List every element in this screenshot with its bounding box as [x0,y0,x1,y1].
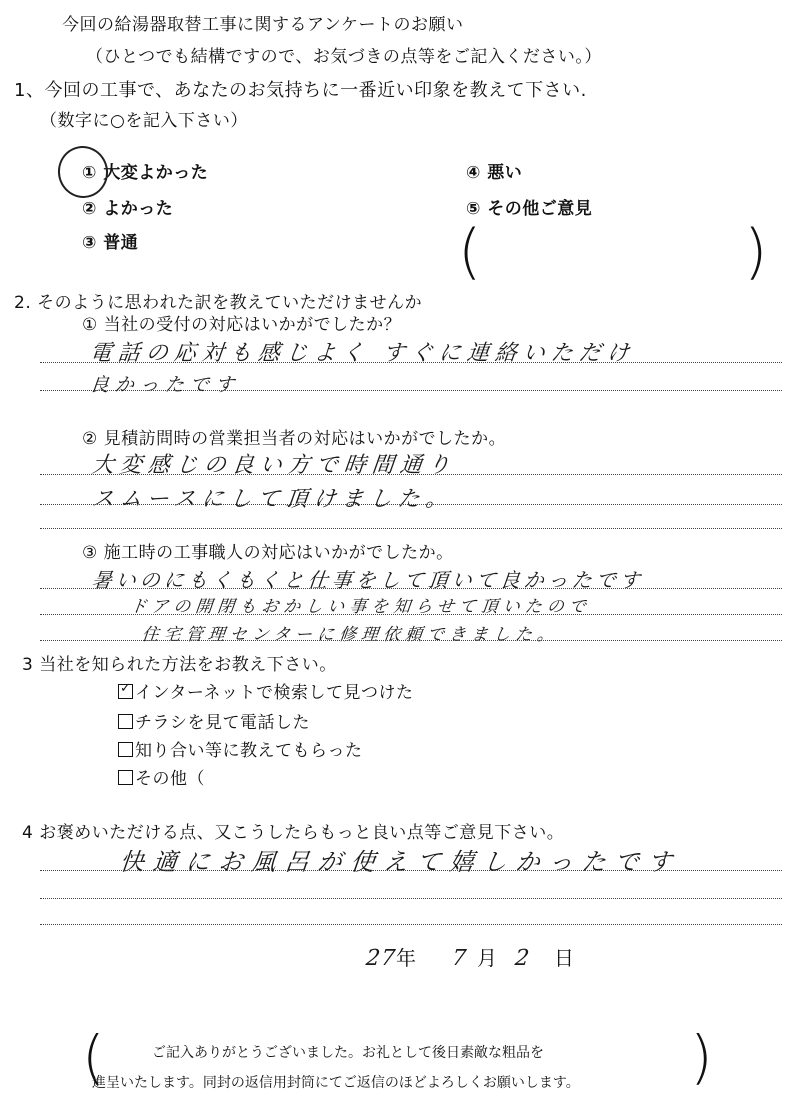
q1-option-2[interactable]: ② よかった [82,199,174,219]
q1-option-5[interactable]: ⑤ その他ご意見 [466,199,593,219]
q2-sub2-answer-line2: スムースにして頂けました。 [90,487,455,512]
q3-option-4[interactable]: その他（ [118,764,205,789]
answer-rule [40,614,782,615]
q1-option-1[interactable]: ① 大変よかった [82,163,209,183]
q3-option-2[interactable]: チラシを見て電話した [118,708,310,733]
q3-question: 3 当社を知られた方法をお教え下さい。 [22,655,337,675]
other-opinion-left-paren: ( [458,217,482,287]
checkbox[interactable] [118,714,133,729]
q1-option-3[interactable]: ③ 普通 [82,233,139,253]
answer-rule [40,362,782,363]
answer-rule [40,474,782,475]
answer-rule [40,588,782,589]
footer-line-1: ご記入ありがとうございました。お礼として後日素敵な粗品を [152,1045,544,1061]
date-year: 27 [364,946,398,971]
q3-option-1[interactable]: ✓ インターネットで検索して見つけた [120,681,414,703]
q2-sub3-answer-line1: 暑いのにもくもくと仕事をして頂いて良かったです [90,568,646,592]
q1-option-4[interactable]: ④ 悪い [466,163,523,183]
q2-sub2-answer-line1: 大変感じの良い方で時間通り [90,453,458,478]
checkbox[interactable] [118,742,133,757]
footer-right-paren: ) [690,1023,713,1091]
answer-rule [40,640,782,641]
date-month: 7 [450,946,469,971]
answer-rule [40,870,782,871]
answer-rule [40,504,782,505]
footer-line-2: 進呈いたします。同封の返信用封筒にてご返信のほどよろしくお願いします。 [92,1075,580,1091]
q1-instruction: （数字に○を記入下さい） [40,111,248,131]
q2-sub2-question: ② 見積訪問時の営業担当者の対応はいかがでしたか。 [82,429,507,449]
q2-sub1-question: ① 当社の受付の対応はいかがでしたか？ [82,315,402,335]
q2-sub3-answer-line2: ドアの開閉もおかしい事を知らせて頂いたので [128,597,592,617]
other-opinion-right-paren: ) [744,217,768,287]
answer-rule [40,924,782,925]
answer-rule [40,528,782,529]
footer-left-paren: ( [82,1023,105,1091]
q4-question: 4 お褒めいただける点、又こうしたらもっと良い点等ご意見下さい。 [22,823,565,843]
q3-option-3[interactable]: 知り合い等に教えてもらった [118,736,363,761]
q2-sub1-answer-line1: 電話の応対も感じよく すぐに連絡いただけ [88,341,637,366]
checkbox-checked[interactable]: ✓ [118,684,133,699]
q2-sub3-question: ③ 施工時の工事職人の対応はいかがでしたか。 [82,543,454,563]
q2-sub3-answer-line3: 住宅管理センターに修理依頼できました。 [140,625,561,645]
checkbox[interactable] [118,770,133,785]
survey-title: 今回の給湯器取替工事に関するアンケートのお願い [62,15,464,35]
date-day: 2 [513,946,532,971]
q2-question: 2. そのように思われた訳を教えていただけませんか [14,293,423,313]
answer-rule [40,898,782,899]
q4-answer: 快適にお風呂が使えて嬉しかったです [118,848,683,876]
q1-question: 1、今回の工事で、あなたのお気持ちに一番近い印象を教えて下さい. [14,80,587,101]
survey-subtitle: （ひとつでも結構ですので、お気づきの点等をご記入ください。） [86,47,602,67]
answer-rule [40,390,782,391]
q2-sub1-answer-line2: 良かったです [88,374,242,396]
date-line: 27年 7 月 2 日 [364,946,574,971]
